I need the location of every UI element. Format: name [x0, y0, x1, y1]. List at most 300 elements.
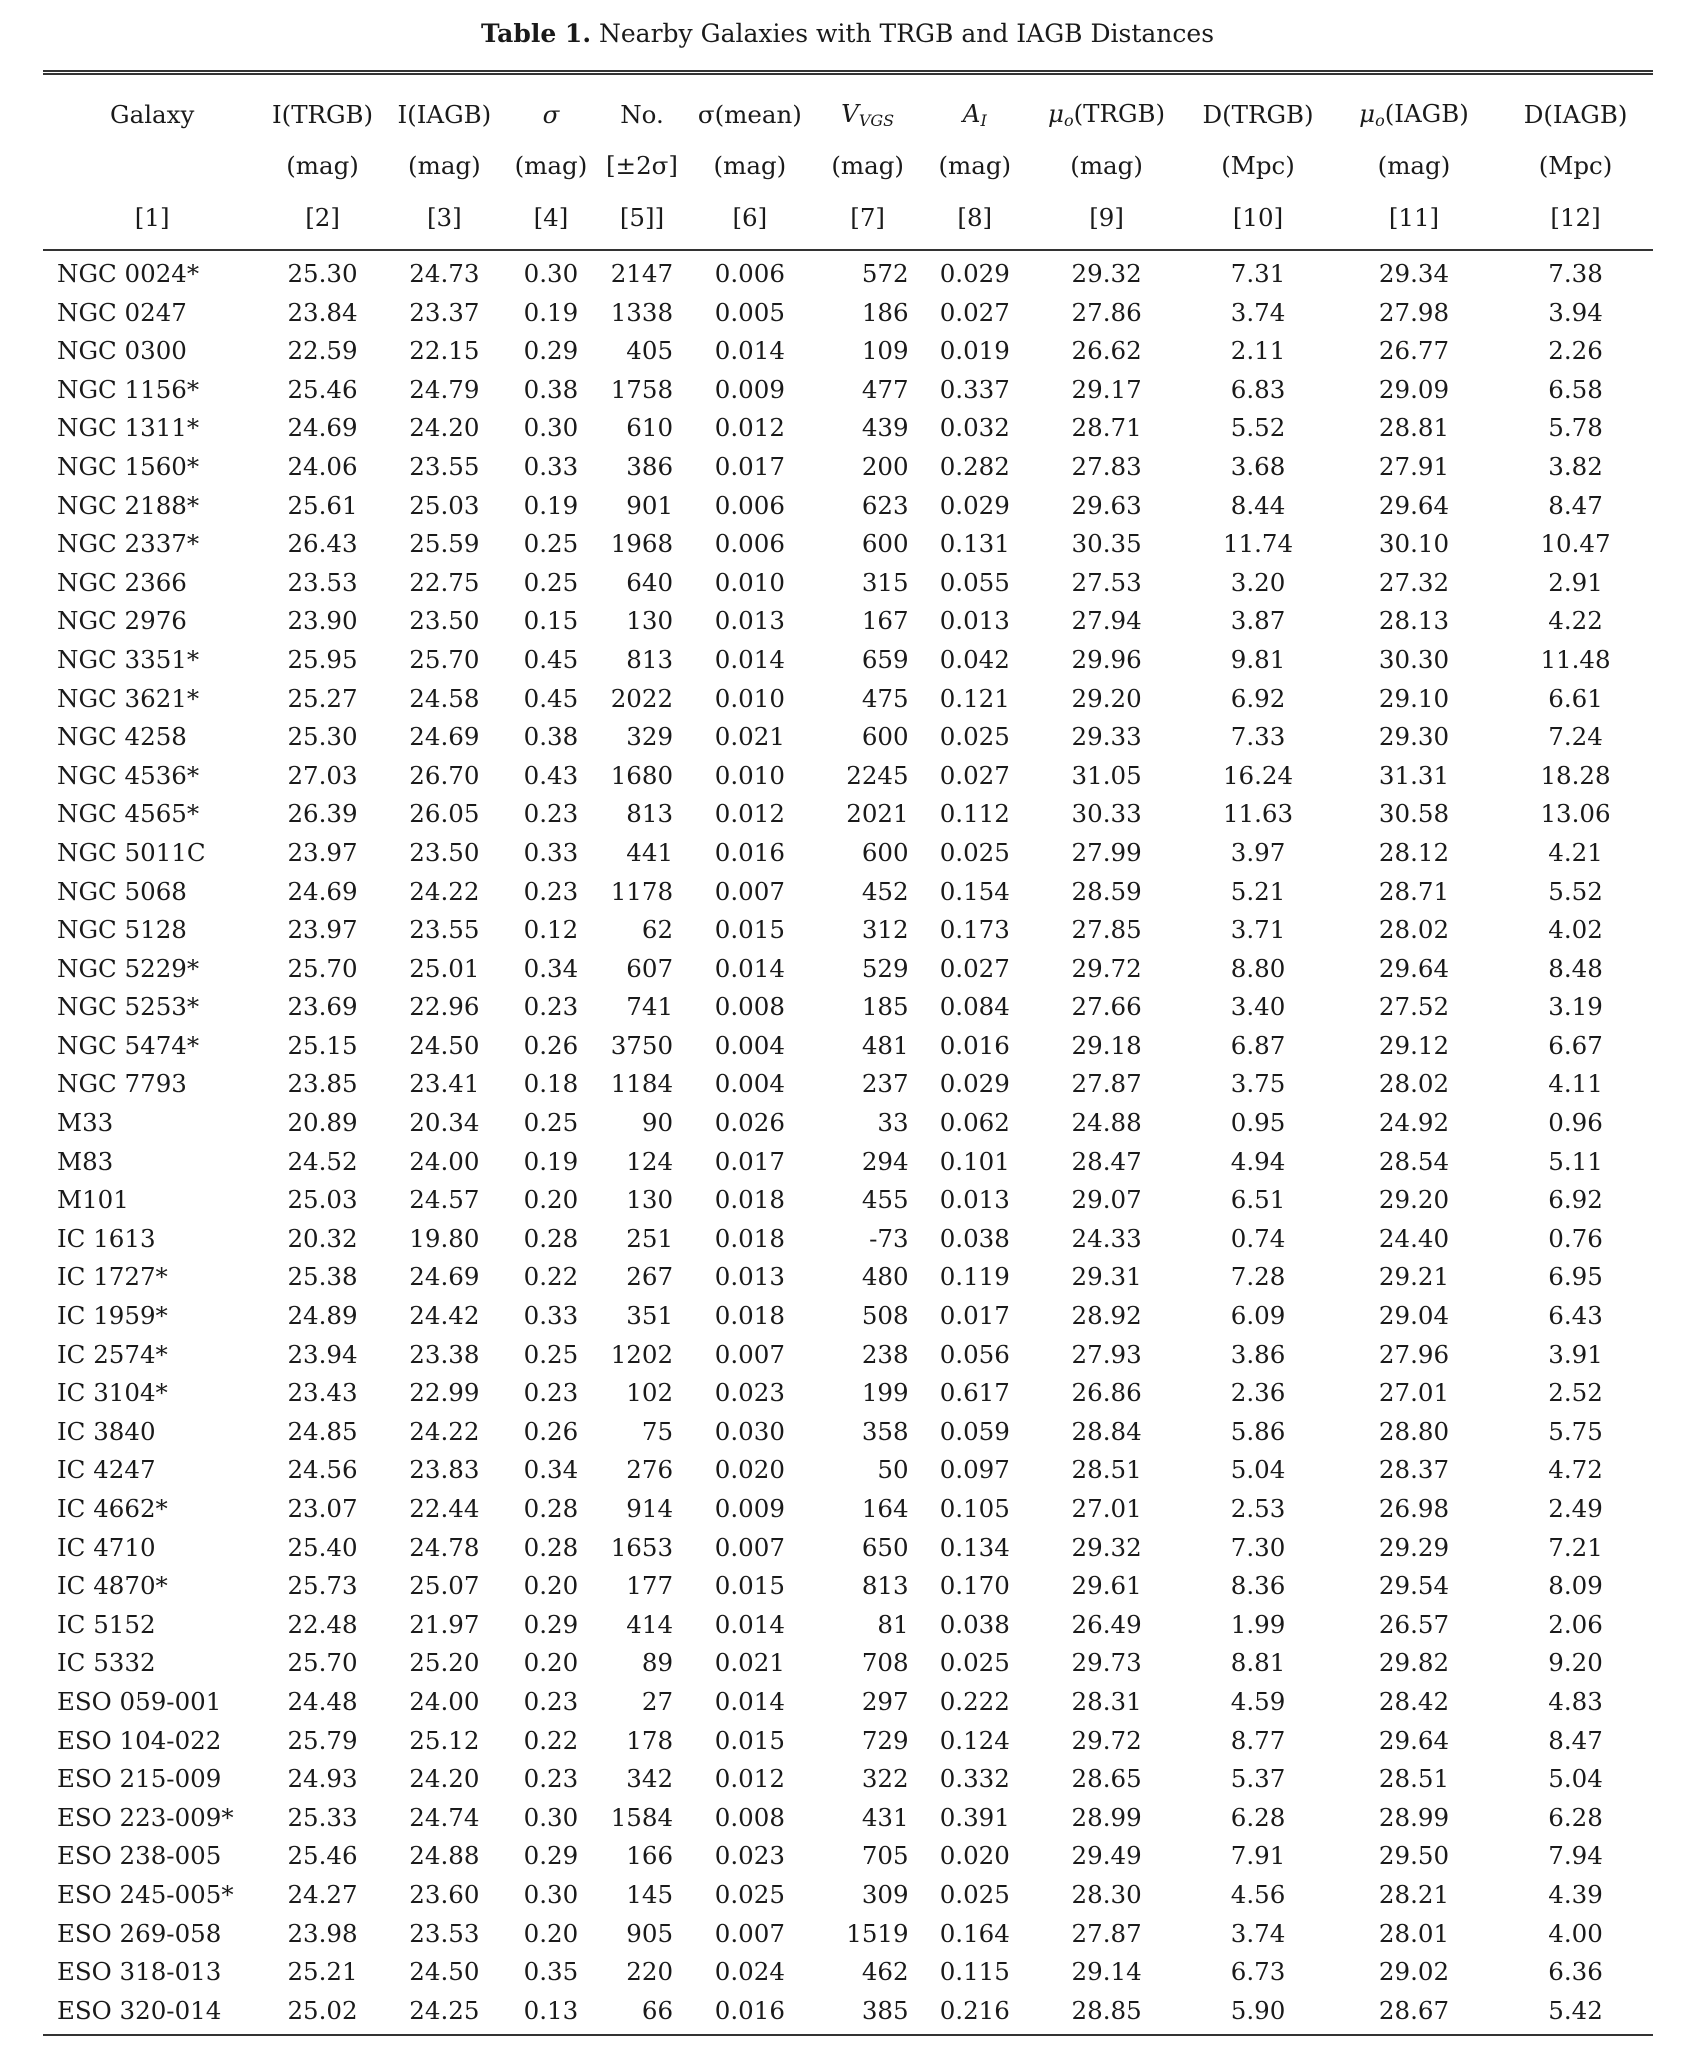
index-mu-trgb: [9] [1027, 191, 1186, 250]
cell-v-vgs: 237 [861, 1069, 909, 1099]
cell-a-i: 0.020 [939, 1841, 1010, 1871]
cell-d-trgb: 3.68 [1230, 451, 1286, 481]
cell-i-trgb: 25.40 [287, 1532, 358, 1562]
cell-galaxy: NGC 2366 [57, 567, 187, 597]
table-row [43, 564, 1653, 603]
cell-mu-iagb: 29.54 [1378, 1571, 1450, 1601]
cell-galaxy: NGC 4536* [57, 760, 200, 790]
cell-v-vgs: 452 [861, 876, 909, 906]
cell-sigma: 0.25 [523, 1339, 579, 1369]
cell-i-trgb: 23.53 [287, 567, 358, 597]
cell-v-vgs: 2021 [846, 799, 909, 829]
cell-d-trgb: 5.52 [1230, 413, 1286, 443]
cell-sigma-mean: 0.026 [714, 1108, 785, 1138]
cell-mu-iagb: 27.96 [1378, 1339, 1450, 1369]
cell-v-vgs: 50 [877, 1455, 909, 1485]
cell-i-trgb: 24.89 [287, 1301, 358, 1331]
cell-d-trgb: 6.83 [1230, 374, 1286, 404]
cell-sigma-mean: 0.017 [714, 451, 785, 481]
cell-d-trgb: 4.56 [1230, 1879, 1286, 1909]
cell-mu-iagb: 28.02 [1378, 915, 1450, 945]
cell-mu-trgb: 29.18 [1071, 1030, 1142, 1060]
cell-i-trgb: 25.38 [287, 1262, 358, 1292]
cell-a-i: 0.105 [939, 1494, 1010, 1523]
cell-v-vgs: 185 [861, 992, 909, 1022]
cell-a-i: 0.019 [939, 336, 1010, 366]
table-row [43, 1181, 1653, 1220]
cell-i-trgb: 25.33 [287, 1802, 358, 1832]
cell-sigma: 0.23 [523, 799, 579, 829]
cell-galaxy: NGC 4258 [57, 722, 187, 752]
table-row [43, 1837, 1653, 1876]
cell-i-iagb: 24.20 [409, 413, 480, 443]
cell-i-iagb: 24.50 [409, 1957, 480, 1987]
cell-i-iagb: 25.20 [409, 1648, 480, 1678]
cell-d-iagb: 4.39 [1548, 1879, 1603, 1909]
cell-d-iagb: 7.94 [1548, 1841, 1603, 1871]
cell-i-iagb: 23.60 [409, 1879, 480, 1909]
cell-a-i: 0.084 [939, 992, 1010, 1022]
cell-sigma: 0.33 [523, 451, 579, 481]
cell-v-vgs: 294 [861, 1146, 909, 1176]
cell-a-i: 0.282 [939, 451, 1010, 481]
cell-i-trgb: 23.85 [287, 1069, 358, 1099]
cell-galaxy: IC 3104* [57, 1378, 168, 1408]
cell-d-trgb: 4.59 [1230, 1686, 1286, 1716]
cell-i-iagb: 24.58 [409, 683, 480, 713]
cell-i-iagb: 25.01 [409, 953, 480, 983]
cell-number: 166 [626, 1841, 674, 1871]
cell-sigma-mean: 0.012 [714, 413, 785, 443]
table-row [43, 602, 1653, 641]
cell-mu-iagb: 27.52 [1378, 992, 1450, 1022]
header-row-units [43, 139, 1653, 191]
cell-d-trgb: 8.77 [1230, 1725, 1286, 1755]
cell-sigma-mean: 0.013 [714, 606, 785, 636]
cell-d-iagb: 4.00 [1548, 1918, 1603, 1948]
cell-sigma-mean: 0.016 [714, 837, 785, 867]
cell-v-vgs: 705 [861, 1841, 909, 1871]
cell-mu-trgb: 27.94 [1071, 606, 1142, 636]
cell-mu-trgb: 28.99 [1071, 1802, 1142, 1832]
header-a-i: $A_I$ [923, 73, 1027, 140]
cell-galaxy: NGC 5011C [57, 837, 206, 867]
cell-d-iagb: 2.06 [1548, 1609, 1603, 1639]
cell-d-trgb: 4.94 [1230, 1146, 1286, 1176]
cell-d-iagb: 2.52 [1548, 1378, 1603, 1408]
cell-galaxy: NGC 5474* [57, 1030, 200, 1060]
cell-d-iagb: 7.21 [1548, 1532, 1603, 1562]
cell-v-vgs: 480 [861, 1262, 909, 1292]
cell-v-vgs: 312 [861, 915, 909, 945]
cell-mu-trgb: 27.85 [1071, 915, 1142, 945]
cell-a-i: 0.038 [939, 1609, 1010, 1639]
cell-galaxy: NGC 0300 [57, 336, 187, 366]
cell-a-i: 0.029 [939, 259, 1010, 288]
cell-number: 813 [626, 799, 674, 829]
cell-v-vgs: 477 [861, 374, 909, 404]
cell-sigma: 0.20 [523, 1185, 579, 1215]
cell-d-trgb: 0.74 [1230, 1223, 1286, 1253]
cell-number: 178 [626, 1725, 674, 1755]
index-number: [5]] [597, 191, 687, 250]
cell-i-iagb: 24.78 [409, 1532, 480, 1562]
cell-i-iagb: 23.50 [409, 606, 480, 636]
table-caption [0, 16, 1695, 52]
cell-mu-trgb: 29.96 [1071, 644, 1142, 674]
cell-sigma: 0.30 [523, 259, 579, 288]
cell-i-iagb: 22.99 [409, 1378, 480, 1408]
cell-sigma: 0.18 [523, 1069, 579, 1099]
cell-sigma: 0.12 [523, 915, 579, 945]
table-row [43, 1992, 1653, 2036]
table-row [43, 1065, 1653, 1104]
cell-mu-iagb: 29.02 [1378, 1957, 1450, 1987]
cell-sigma-mean: 0.008 [714, 992, 785, 1022]
cell-sigma: 0.29 [523, 1841, 579, 1871]
cell-d-trgb: 3.40 [1230, 992, 1286, 1022]
cell-mu-trgb: 27.87 [1071, 1069, 1142, 1099]
cell-galaxy: NGC 5068 [57, 876, 187, 906]
cell-sigma-mean: 0.014 [714, 953, 785, 983]
cell-d-trgb: 3.86 [1230, 1339, 1286, 1369]
cell-a-i: 0.164 [939, 1918, 1010, 1948]
cell-i-iagb: 25.03 [409, 490, 480, 520]
cell-mu-iagb: 26.57 [1378, 1609, 1450, 1639]
cell-galaxy: ESO 269-058 [57, 1918, 222, 1948]
cell-a-i: 0.391 [939, 1802, 1010, 1832]
cell-number: 3750 [610, 1030, 674, 1060]
cell-mu-iagb: 29.04 [1378, 1301, 1450, 1331]
table-row [43, 1413, 1653, 1452]
cell-mu-iagb: 29.64 [1378, 953, 1450, 983]
cell-i-iagb: 23.55 [409, 451, 480, 481]
cell-d-iagb: 5.75 [1548, 1416, 1603, 1446]
header-sigma: σ [505, 73, 597, 140]
cell-mu-trgb: 30.33 [1071, 799, 1142, 829]
cell-sigma: 0.26 [523, 1416, 579, 1446]
cell-mu-iagb: 29.50 [1378, 1841, 1450, 1871]
cell-d-trgb: 8.81 [1230, 1648, 1286, 1678]
cell-mu-trgb: 29.31 [1071, 1262, 1142, 1292]
cell-v-vgs: 431 [861, 1802, 909, 1832]
cell-a-i: 0.617 [939, 1378, 1010, 1408]
cell-galaxy: IC 5152 [57, 1609, 156, 1639]
table-row [43, 1915, 1653, 1954]
cell-number: 90 [641, 1108, 674, 1138]
cell-sigma: 0.26 [523, 1030, 579, 1060]
cell-sigma-mean: 0.009 [714, 374, 785, 404]
cell-mu-iagb: 26.98 [1378, 1494, 1450, 1523]
cell-d-trgb: 7.33 [1230, 722, 1286, 752]
cell-mu-iagb: 28.99 [1378, 1802, 1450, 1832]
cell-v-vgs: 462 [861, 1957, 909, 1987]
index-galaxy: [1] [43, 191, 261, 250]
cell-mu-trgb: 30.35 [1071, 529, 1142, 559]
cell-d-iagb: 5.52 [1548, 876, 1603, 906]
cell-i-iagb: 21.97 [409, 1609, 480, 1639]
cell-mu-trgb: 27.86 [1071, 297, 1142, 327]
cell-i-iagb: 25.59 [409, 529, 480, 559]
cell-i-trgb: 25.95 [287, 644, 358, 674]
cell-sigma: 0.38 [523, 722, 579, 752]
cell-i-iagb: 20.34 [409, 1108, 480, 1138]
cell-d-iagb: 8.47 [1548, 490, 1603, 520]
cell-mu-trgb: 28.51 [1071, 1455, 1142, 1485]
cell-d-iagb: 11.48 [1540, 644, 1611, 674]
cell-mu-trgb: 29.72 [1071, 953, 1142, 983]
cell-number: 130 [626, 606, 674, 636]
cell-galaxy: NGC 5253* [57, 992, 200, 1022]
cell-i-iagb: 24.22 [409, 876, 480, 906]
cell-a-i: 0.222 [939, 1686, 1010, 1716]
cell-mu-iagb: 29.29 [1378, 1532, 1450, 1562]
cell-galaxy: M83 [57, 1146, 114, 1176]
cell-sigma: 0.38 [523, 374, 579, 404]
cell-d-iagb: 0.96 [1548, 1108, 1603, 1138]
cell-d-iagb: 13.06 [1540, 799, 1611, 829]
cell-i-trgb: 25.70 [287, 1648, 358, 1678]
table-row [43, 988, 1653, 1027]
cell-mu-trgb: 26.49 [1071, 1609, 1142, 1639]
cell-d-iagb: 7.38 [1548, 259, 1603, 288]
cell-d-iagb: 8.48 [1548, 953, 1603, 983]
cell-i-iagb: 24.42 [409, 1301, 480, 1331]
cell-d-trgb: 6.73 [1230, 1957, 1286, 1987]
cell-d-trgb: 3.20 [1230, 567, 1286, 597]
cell-sigma-mean: 0.023 [714, 1841, 785, 1871]
cell-v-vgs: 1519 [846, 1918, 909, 1948]
cell-i-trgb: 23.84 [287, 297, 358, 327]
cell-galaxy: NGC 3621* [57, 683, 200, 713]
cell-number: 351 [626, 1301, 674, 1331]
cell-sigma-mean: 0.030 [714, 1416, 785, 1446]
cell-number: 405 [626, 336, 674, 366]
index-d-iagb: [12] [1498, 191, 1653, 250]
cell-sigma: 0.29 [523, 1609, 579, 1639]
unit-sigma-mean: (mag) [713, 150, 787, 180]
cell-i-trgb: 24.27 [287, 1879, 358, 1909]
cell-a-i: 0.170 [939, 1571, 1010, 1601]
table-row [43, 1027, 1653, 1066]
cell-number: 1968 [610, 529, 674, 559]
cell-d-trgb: 6.92 [1230, 683, 1286, 713]
cell-d-trgb: 5.04 [1230, 1455, 1286, 1485]
cell-mu-trgb: 28.59 [1071, 876, 1142, 906]
cell-mu-iagb: 29.34 [1378, 259, 1450, 288]
unit-i-iagb: (mag) [408, 150, 481, 180]
table-row [43, 873, 1653, 912]
index-v-vgs: [7] [813, 191, 923, 250]
cell-i-trgb: 24.06 [287, 451, 358, 481]
cell-mu-iagb: 28.02 [1378, 1069, 1450, 1099]
cell-number: 901 [626, 490, 674, 520]
unit-number: [±2σ] [606, 150, 678, 180]
cell-mu-iagb: 31.31 [1378, 760, 1450, 790]
cell-mu-trgb: 24.33 [1071, 1223, 1142, 1253]
cell-i-trgb: 25.27 [287, 683, 358, 713]
cell-mu-trgb: 29.17 [1071, 374, 1142, 404]
cell-number: 89 [641, 1648, 674, 1678]
table-row [43, 1374, 1653, 1413]
cell-v-vgs: 708 [861, 1648, 909, 1678]
cell-mu-iagb: 28.13 [1378, 606, 1450, 636]
cell-mu-iagb: 28.12 [1378, 837, 1450, 867]
cell-a-i: 0.029 [939, 1069, 1010, 1099]
cell-i-iagb: 25.70 [409, 644, 480, 674]
cell-number: 813 [626, 644, 674, 674]
cell-a-i: 0.016 [939, 1030, 1010, 1060]
cell-a-i: 0.119 [939, 1262, 1010, 1292]
cell-sigma: 0.23 [523, 992, 579, 1022]
cell-galaxy: M33 [57, 1108, 114, 1138]
cell-a-i: 0.056 [939, 1339, 1010, 1369]
cell-sigma-mean: 0.014 [714, 1609, 785, 1639]
cell-d-iagb: 6.36 [1548, 1957, 1603, 1987]
cell-d-iagb: 6.61 [1548, 683, 1603, 713]
cell-d-iagb: 3.19 [1548, 992, 1603, 1022]
cell-a-i: 0.013 [939, 1185, 1010, 1215]
cell-galaxy: NGC 2337* [57, 529, 200, 559]
cell-sigma-mean: 0.014 [714, 336, 785, 366]
cell-i-trgb: 24.69 [287, 876, 358, 906]
cell-number: 414 [626, 1609, 674, 1639]
cell-d-trgb: 2.53 [1230, 1494, 1286, 1523]
cell-sigma: 0.19 [523, 1146, 579, 1176]
cell-sigma-mean: 0.017 [714, 1146, 785, 1176]
header-mu-iagb: $\mu_o(IAGB)$ [1330, 73, 1498, 140]
cell-d-trgb: 6.87 [1230, 1030, 1286, 1060]
cell-v-vgs: 33 [877, 1108, 909, 1138]
cell-mu-iagb: 27.01 [1378, 1378, 1450, 1408]
cell-number: 102 [626, 1378, 674, 1408]
cell-v-vgs: 164 [861, 1494, 909, 1523]
cell-sigma-mean: 0.024 [714, 1957, 785, 1987]
cell-d-iagb: 5.11 [1548, 1146, 1603, 1176]
cell-mu-iagb: 29.21 [1378, 1262, 1450, 1292]
cell-mu-trgb: 28.65 [1071, 1764, 1142, 1794]
cell-i-iagb: 23.53 [409, 1918, 480, 1948]
cell-galaxy: ESO 318-013 [57, 1957, 222, 1987]
cell-i-iagb: 24.73 [409, 259, 480, 288]
table-row [43, 757, 1653, 796]
cell-d-trgb: 7.30 [1230, 1532, 1286, 1562]
cell-sigma-mean: 0.010 [714, 683, 785, 713]
cell-number: 905 [626, 1918, 674, 1948]
table-caption-label: Table 1. [480, 19, 592, 48]
cell-galaxy: ESO 059-001 [57, 1686, 222, 1716]
cell-number: 342 [626, 1764, 674, 1794]
cell-number: 124 [626, 1146, 674, 1176]
cell-mu-trgb: 26.86 [1071, 1378, 1142, 1408]
cell-a-i: 0.154 [939, 876, 1010, 906]
cell-d-iagb: 6.92 [1548, 1185, 1603, 1215]
cell-sigma: 0.28 [523, 1494, 579, 1523]
cell-sigma-mean: 0.015 [714, 915, 785, 945]
cell-d-trgb: 9.81 [1230, 644, 1286, 674]
unit-a-i: (mag) [938, 150, 1012, 180]
header-i-trgb: I(TRGB) [261, 73, 383, 140]
cell-number: 75 [641, 1416, 674, 1446]
cell-i-trgb: 25.30 [287, 722, 358, 752]
cell-d-iagb: 3.91 [1548, 1339, 1603, 1369]
cell-i-iagb: 22.44 [409, 1494, 480, 1523]
cell-mu-trgb: 29.61 [1071, 1571, 1142, 1601]
cell-sigma: 0.34 [523, 953, 579, 983]
cell-d-trgb: 5.37 [1230, 1764, 1286, 1794]
cell-i-trgb: 25.61 [287, 490, 358, 520]
cell-number: 130 [626, 1185, 674, 1215]
cell-sigma-mean: 0.010 [714, 760, 785, 790]
table-row [43, 1567, 1653, 1606]
cell-number: 610 [626, 413, 674, 443]
cell-mu-iagb: 28.37 [1378, 1455, 1450, 1485]
cell-d-trgb: 6.51 [1230, 1185, 1286, 1215]
cell-mu-iagb: 24.92 [1378, 1108, 1450, 1138]
cell-i-trgb: 25.03 [287, 1185, 358, 1215]
cell-sigma-mean: 0.008 [714, 1802, 785, 1832]
cell-sigma: 0.22 [523, 1262, 579, 1292]
cell-i-iagb: 22.75 [409, 567, 480, 597]
cell-sigma: 0.30 [523, 1879, 579, 1909]
cell-number: 741 [626, 992, 674, 1022]
cell-d-iagb: 4.72 [1548, 1455, 1603, 1485]
index-i-trgb: [2] [261, 191, 383, 250]
cell-v-vgs: 109 [861, 336, 909, 366]
cell-v-vgs: 600 [861, 529, 909, 559]
cell-sigma-mean: 0.016 [687, 1992, 813, 2036]
cell-i-iagb: 24.88 [409, 1841, 480, 1871]
cell-sigma: 0.28 [523, 1223, 579, 1253]
cell-d-trgb: 5.21 [1230, 876, 1286, 906]
cell-i-trgb: 23.43 [287, 1378, 358, 1408]
cell-sigma: 0.19 [523, 297, 579, 327]
cell-d-iagb: 6.95 [1548, 1262, 1603, 1292]
cell-i-iagb: 23.38 [409, 1339, 480, 1369]
cell-d-trgb: 3.87 [1230, 606, 1286, 636]
cell-galaxy: IC 1613 [57, 1223, 156, 1253]
cell-number: 2147 [610, 259, 674, 288]
cell-mu-trgb: 28.84 [1071, 1416, 1142, 1446]
cell-v-vgs: 358 [861, 1416, 909, 1446]
cell-d-iagb: 6.43 [1548, 1301, 1603, 1331]
cell-i-trgb: 24.56 [287, 1455, 358, 1485]
cell-i-trgb: 25.21 [287, 1957, 358, 1987]
cell-a-i: 0.115 [939, 1957, 1010, 1987]
cell-d-trgb: 5.90 [1186, 1992, 1330, 2036]
cell-d-trgb: 11.63 [1222, 799, 1294, 829]
table-row [43, 294, 1653, 333]
cell-galaxy: IC 1959* [57, 1301, 168, 1331]
cell-d-iagb: 0.76 [1548, 1223, 1603, 1253]
table-row [43, 911, 1653, 950]
cell-d-trgb: 6.09 [1230, 1301, 1286, 1331]
cell-i-trgb: 23.90 [287, 606, 358, 636]
cell-sigma: 0.45 [523, 644, 579, 674]
cell-d-trgb: 8.36 [1230, 1571, 1286, 1601]
cell-sigma: 0.23 [523, 1686, 579, 1716]
cell-i-trgb: 25.79 [287, 1725, 358, 1755]
cell-mu-trgb: 29.14 [1071, 1957, 1142, 1987]
cell-sigma: 0.20 [523, 1571, 579, 1601]
cell-v-vgs: 508 [861, 1301, 909, 1331]
cell-sigma: 0.25 [523, 1108, 579, 1138]
cell-d-trgb: 1.99 [1230, 1609, 1286, 1639]
cell-v-vgs: 623 [861, 490, 909, 520]
cell-mu-trgb: 28.92 [1071, 1301, 1142, 1331]
cell-mu-iagb: 30.10 [1378, 529, 1450, 559]
cell-mu-trgb: 28.31 [1071, 1686, 1142, 1716]
